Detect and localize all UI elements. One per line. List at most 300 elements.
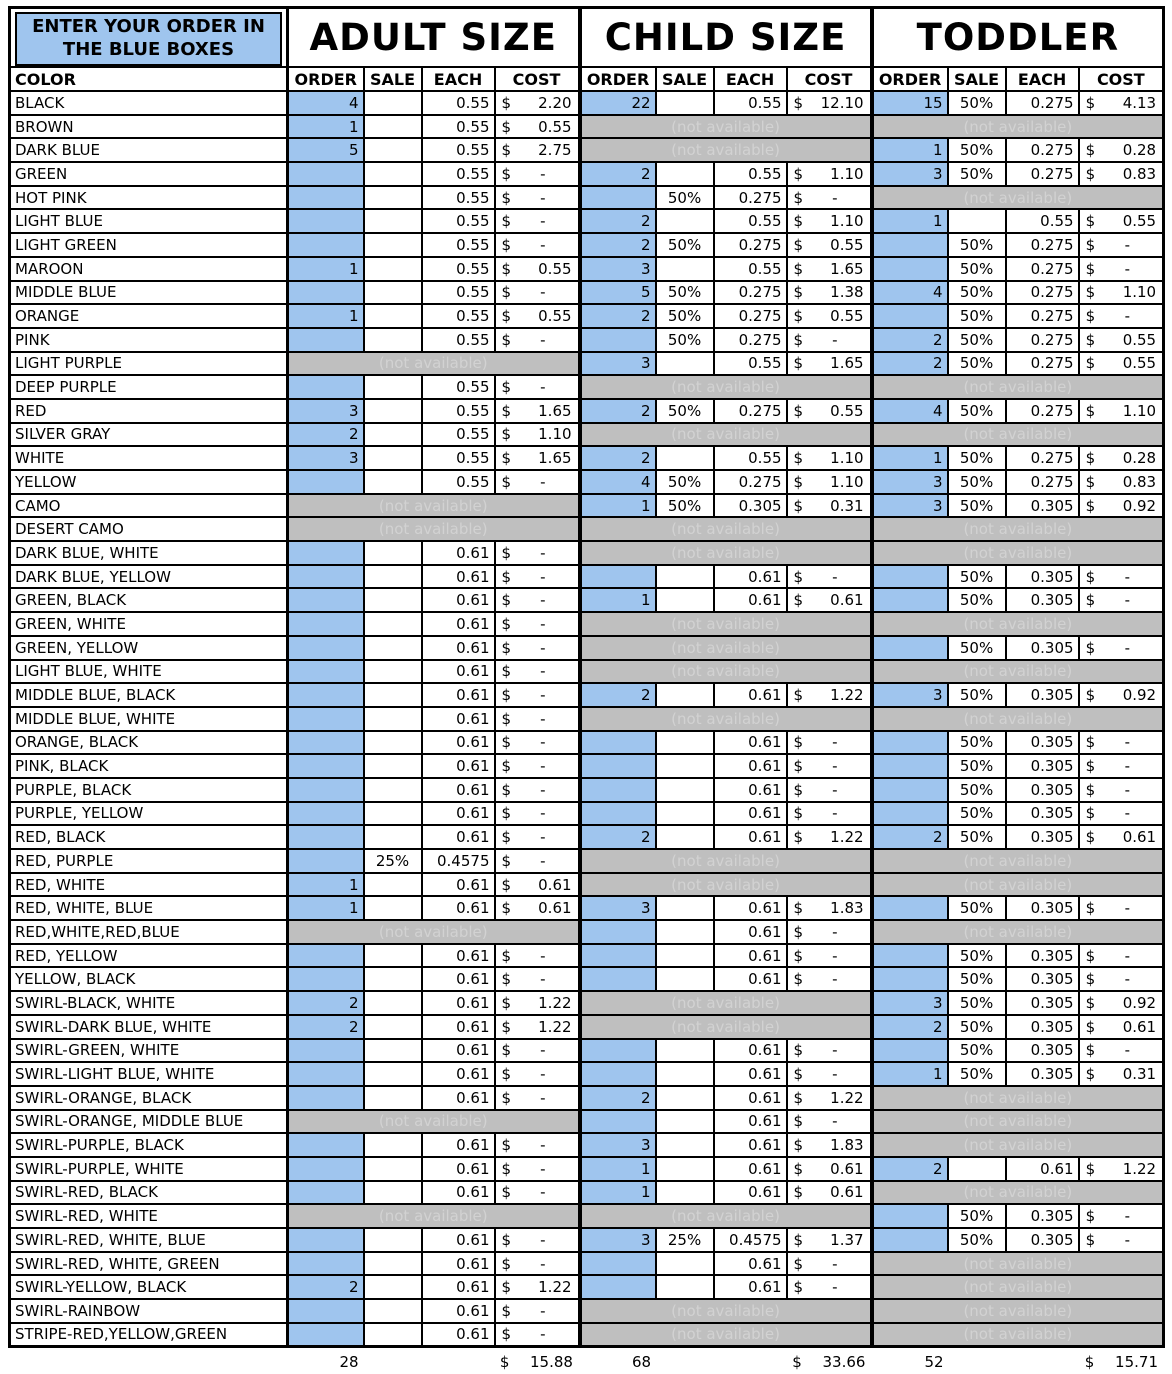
cost-amount: - xyxy=(540,283,546,302)
order-input-toddler[interactable]: 2 xyxy=(872,825,948,849)
table-row xyxy=(10,1181,1164,1205)
not-available-cell-toddler: (not available) xyxy=(872,541,1164,565)
table-row xyxy=(10,1015,1164,1039)
cost-amount: 0.55 xyxy=(538,259,572,278)
order-input-adult[interactable]: 3 xyxy=(288,399,364,423)
sale-value-child: 50% xyxy=(656,494,714,518)
dollar-sign: $ xyxy=(1085,946,1096,965)
cost-value-child xyxy=(787,802,872,826)
order-input-toddler[interactable] xyxy=(872,1204,948,1228)
order-input-toddler[interactable]: 1 xyxy=(872,446,948,470)
color-label: BLACK xyxy=(10,91,288,115)
order-input-adult[interactable]: 1 xyxy=(288,896,364,920)
order-input-adult[interactable]: 2 xyxy=(288,1015,364,1039)
order-input-adult[interactable] xyxy=(288,967,364,991)
order-input-child[interactable] xyxy=(580,944,656,968)
order-input-adult[interactable] xyxy=(288,1228,364,1252)
each-price-child: 0.275 xyxy=(714,233,787,257)
order-input-adult[interactable] xyxy=(288,778,364,802)
dollar-sign: $ xyxy=(501,330,512,349)
each-price-child: 0.61 xyxy=(714,1062,787,1086)
order-input-toddler[interactable] xyxy=(872,588,948,612)
cost-amount: - xyxy=(540,757,546,776)
order-input-child[interactable]: 1 xyxy=(580,588,656,612)
cost-amount: - xyxy=(1124,757,1131,776)
order-input-child[interactable] xyxy=(580,1252,656,1276)
cost-value-child xyxy=(787,588,872,612)
each-price-toddler: 0.305 xyxy=(1006,754,1079,778)
order-input-toddler[interactable]: 2 xyxy=(872,328,948,352)
dollar-sign: $ xyxy=(793,733,804,752)
color-label: RED, WHITE xyxy=(10,873,288,897)
each-price-toddler: 0.305 xyxy=(1006,636,1079,660)
table-row xyxy=(10,1039,1164,1063)
dollar-sign: $ xyxy=(501,543,512,562)
order-input-child[interactable]: 3 xyxy=(580,1228,656,1252)
order-input-child[interactable]: 2 xyxy=(580,683,656,707)
color-label: SWIRL-RED, WHITE, GREEN xyxy=(10,1252,288,1276)
table-row xyxy=(10,1086,1164,1110)
sale-value-adult xyxy=(364,660,422,684)
cost-amount: 0.31 xyxy=(1122,1065,1157,1084)
cost-value-child xyxy=(787,352,872,376)
color-label: SWIRL-PURPLE, BLACK xyxy=(10,1133,288,1157)
order-input-adult[interactable] xyxy=(288,683,364,707)
sale-value-adult xyxy=(364,1252,422,1276)
each-price-child: 0.61 xyxy=(714,565,787,589)
dollar-sign: $ xyxy=(1085,638,1096,657)
order-input-adult[interactable] xyxy=(288,1252,364,1276)
order-input-child[interactable]: 2 xyxy=(580,1086,656,1110)
cost-amount: - xyxy=(832,1065,838,1084)
cost-amount: - xyxy=(540,378,546,397)
order-input-toddler[interactable]: 3 xyxy=(872,683,948,707)
cost-value-adult xyxy=(495,541,580,565)
cost-value-toddler xyxy=(1079,328,1164,352)
dollar-sign: $ xyxy=(501,851,512,870)
column-header-cost-child: COST xyxy=(787,67,872,91)
cost-value-adult xyxy=(495,1015,580,1039)
cost-amount: - xyxy=(540,567,546,586)
each-price-toddler: 0.305 xyxy=(1006,802,1079,826)
order-input-adult[interactable] xyxy=(288,612,364,636)
dollar-sign: $ xyxy=(1085,1230,1096,1249)
each-price-toddler: 0.275 xyxy=(1006,162,1079,186)
order-input-adult[interactable] xyxy=(288,541,364,565)
order-input-adult[interactable] xyxy=(288,281,364,305)
cost-amount: 0.55 xyxy=(830,401,864,420)
dollar-sign: $ xyxy=(793,307,804,326)
order-input-child[interactable] xyxy=(580,754,656,778)
order-input-child[interactable] xyxy=(580,1062,656,1086)
each-price-toddler: 0.275 xyxy=(1006,446,1079,470)
order-input-adult[interactable] xyxy=(288,1323,364,1347)
cost-value-toddler xyxy=(1079,494,1164,518)
cost-amount: 1.10 xyxy=(1122,283,1157,302)
order-input-adult[interactable] xyxy=(288,565,364,589)
cost-amount: 0.61 xyxy=(538,899,572,918)
cost-amount: 0.55 xyxy=(1122,212,1157,231)
dollar-sign: $ xyxy=(499,1352,510,1371)
table-row xyxy=(10,588,1164,612)
each-price-child: 0.55 xyxy=(714,209,787,233)
order-input-toddler[interactable] xyxy=(872,565,948,589)
sale-value-child xyxy=(656,209,714,233)
color-label: RED, YELLOW xyxy=(10,944,288,968)
table-row xyxy=(10,352,1164,376)
order-input-adult[interactable] xyxy=(288,1299,364,1323)
order-input-toddler[interactable] xyxy=(872,967,948,991)
order-input-adult[interactable] xyxy=(288,1157,364,1181)
dollar-sign: $ xyxy=(793,922,804,941)
cost-amount: 1.37 xyxy=(830,1230,864,1249)
order-input-adult[interactable] xyxy=(288,944,364,968)
cost-amount: - xyxy=(540,1254,546,1273)
order-input-adult[interactable] xyxy=(288,825,364,849)
order-input-adult[interactable] xyxy=(288,731,364,755)
order-input-toddler[interactable]: 2 xyxy=(872,352,948,376)
sale-value-adult xyxy=(364,186,422,210)
order-input-adult[interactable] xyxy=(288,1181,364,1205)
sale-value-adult xyxy=(364,565,422,589)
order-input-toddler[interactable] xyxy=(872,1039,948,1063)
order-input-adult[interactable] xyxy=(288,162,364,186)
each-price-adult: 0.55 xyxy=(422,281,495,305)
dollar-sign: $ xyxy=(501,283,512,302)
each-price-child: 0.61 xyxy=(714,588,787,612)
order-input-adult[interactable]: 1 xyxy=(288,115,364,139)
order-input-child[interactable]: 2 xyxy=(580,446,656,470)
sale-value-toddler: 50% xyxy=(948,352,1006,376)
cost-amount: - xyxy=(1124,591,1131,610)
dollar-sign: $ xyxy=(501,1017,512,1036)
order-input-child[interactable]: 2 xyxy=(580,399,656,423)
color-label: LIGHT GREEN xyxy=(10,233,288,257)
order-input-child[interactable] xyxy=(580,565,656,589)
order-input-adult[interactable] xyxy=(288,636,364,660)
sale-value-adult xyxy=(364,1062,422,1086)
order-input-toddler[interactable]: 1 xyxy=(872,1062,948,1086)
table-row xyxy=(10,233,1164,257)
dollar-sign: $ xyxy=(501,472,512,491)
dollar-sign: $ xyxy=(793,449,804,468)
order-input-toddler[interactable]: 3 xyxy=(872,991,948,1015)
sale-value-child: 50% xyxy=(656,399,714,423)
order-input-adult[interactable] xyxy=(288,470,364,494)
order-input-child[interactable] xyxy=(580,1110,656,1134)
order-input-child[interactable]: 2 xyxy=(580,304,656,328)
order-input-adult[interactable]: 2 xyxy=(288,991,364,1015)
each-price-adult: 0.4575 xyxy=(422,849,495,873)
order-input-child[interactable]: 1 xyxy=(580,1181,656,1205)
cost-value-adult xyxy=(495,660,580,684)
sale-value-adult xyxy=(364,754,422,778)
color-label: LIGHT PURPLE xyxy=(10,352,288,376)
cost-value-adult xyxy=(495,588,580,612)
each-price-toddler: 0.275 xyxy=(1006,91,1079,115)
order-input-child[interactable] xyxy=(580,731,656,755)
each-price-toddler: 0.305 xyxy=(1006,778,1079,802)
dollar-sign: $ xyxy=(793,1230,804,1249)
sale-value-adult xyxy=(364,138,422,162)
each-price-child: 0.55 xyxy=(714,162,787,186)
dollar-sign: $ xyxy=(1085,733,1096,752)
cost-amount: - xyxy=(832,946,838,965)
sale-value-adult xyxy=(364,707,422,731)
order-input-child[interactable]: 3 xyxy=(580,1133,656,1157)
sale-value-adult xyxy=(364,896,422,920)
cost-amount: - xyxy=(540,804,546,823)
order-input-child[interactable]: 1 xyxy=(580,1157,656,1181)
sale-value-toddler: 50% xyxy=(948,1039,1006,1063)
sale-value-adult xyxy=(364,328,422,352)
cost-value-child xyxy=(787,731,872,755)
order-input-toddler[interactable]: 3 xyxy=(872,494,948,518)
dollar-sign: $ xyxy=(793,93,804,112)
color-label: YELLOW xyxy=(10,470,288,494)
section-title-toddler: TODDLER xyxy=(872,8,1164,68)
order-input-child[interactable] xyxy=(580,186,656,210)
order-input-adult[interactable]: 1 xyxy=(288,257,364,281)
order-input-toddler[interactable] xyxy=(872,778,948,802)
sale-value-toddler: 50% xyxy=(948,967,1006,991)
each-price-adult: 0.55 xyxy=(422,399,495,423)
dollar-sign: $ xyxy=(501,638,512,657)
sale-value-child xyxy=(656,731,714,755)
order-input-toddler[interactable]: 2 xyxy=(872,1015,948,1039)
order-input-adult[interactable] xyxy=(288,707,364,731)
order-input-child[interactable]: 22 xyxy=(580,91,656,115)
order-input-child[interactable]: 3 xyxy=(580,352,656,376)
dollar-sign: $ xyxy=(793,283,804,302)
order-input-adult[interactable] xyxy=(288,660,364,684)
order-input-toddler[interactable] xyxy=(872,731,948,755)
sale-value-adult xyxy=(364,257,422,281)
color-label: ORANGE xyxy=(10,304,288,328)
cost-amount: 0.28 xyxy=(1122,141,1157,160)
each-price-child: 0.61 xyxy=(714,896,787,920)
sale-value-child: 25% xyxy=(656,1228,714,1252)
not-available-cell-child: (not available) xyxy=(580,541,872,565)
order-input-adult[interactable]: 2 xyxy=(288,1275,364,1299)
each-price-toddler: 0.305 xyxy=(1006,588,1079,612)
each-price-adult: 0.61 xyxy=(422,612,495,636)
cost-value-toddler xyxy=(1079,1228,1164,1252)
order-input-adult[interactable] xyxy=(288,849,364,873)
cost-amount: 0.92 xyxy=(1122,993,1157,1012)
cost-value-adult xyxy=(495,802,580,826)
order-input-toddler[interactable] xyxy=(872,944,948,968)
each-price-adult: 0.55 xyxy=(422,446,495,470)
sale-value-toddler: 50% xyxy=(948,991,1006,1015)
cost-value-child xyxy=(787,1039,872,1063)
order-input-adult[interactable] xyxy=(288,375,364,399)
cost-value-adult xyxy=(495,162,580,186)
each-price-adult: 0.55 xyxy=(422,375,495,399)
each-price-toddler: 0.61 xyxy=(1006,1157,1079,1181)
each-price-adult: 0.55 xyxy=(422,423,495,447)
order-input-toddler[interactable]: 1 xyxy=(872,209,948,233)
cost-value-toddler xyxy=(1079,446,1164,470)
cost-value-adult xyxy=(495,731,580,755)
each-price-adult: 0.61 xyxy=(422,731,495,755)
order-input-toddler[interactable] xyxy=(872,896,948,920)
sale-value-adult: 25% xyxy=(364,849,422,873)
order-input-child[interactable] xyxy=(580,802,656,826)
order-input-child[interactable]: 4 xyxy=(580,470,656,494)
order-input-adult[interactable] xyxy=(288,1133,364,1157)
order-input-toddler[interactable] xyxy=(872,257,948,281)
color-label: ORANGE, BLACK xyxy=(10,731,288,755)
order-input-child[interactable] xyxy=(580,328,656,352)
order-input-child[interactable] xyxy=(580,920,656,944)
not-available-cell-toddler: (not available) xyxy=(872,873,1164,897)
order-input-toddler[interactable]: 4 xyxy=(872,399,948,423)
order-input-child[interactable] xyxy=(580,778,656,802)
order-input-child[interactable]: 2 xyxy=(580,825,656,849)
order-input-child[interactable] xyxy=(580,1039,656,1063)
order-input-child[interactable]: 1 xyxy=(580,494,656,518)
table-row xyxy=(10,494,1164,518)
sale-value-toddler: 50% xyxy=(948,138,1006,162)
cost-value-adult xyxy=(495,1299,580,1323)
sale-value-toddler: 50% xyxy=(948,683,1006,707)
table-row xyxy=(10,873,1164,897)
each-price-child: 0.61 xyxy=(714,754,787,778)
each-price-child: 0.275 xyxy=(714,186,787,210)
order-input-child[interactable] xyxy=(580,967,656,991)
order-input-adult[interactable] xyxy=(288,328,364,352)
order-input-child[interactable]: 2 xyxy=(580,209,656,233)
cost-amount: 1.38 xyxy=(830,283,864,302)
order-input-adult[interactable] xyxy=(288,209,364,233)
cost-amount: 0.55 xyxy=(1122,354,1157,373)
order-input-toddler[interactable] xyxy=(872,754,948,778)
cost-value-child xyxy=(787,162,872,186)
cost-amount: - xyxy=(540,1041,546,1060)
color-label: CAMO xyxy=(10,494,288,518)
cost-amount: - xyxy=(832,757,838,776)
order-input-adult[interactable]: 4 xyxy=(288,91,364,115)
color-label: DEEP PURPLE xyxy=(10,375,288,399)
order-input-child[interactable]: 3 xyxy=(580,257,656,281)
sale-value-toddler: 50% xyxy=(948,588,1006,612)
order-input-toddler[interactable] xyxy=(872,304,948,328)
dollar-sign: $ xyxy=(501,567,512,586)
order-input-adult[interactable] xyxy=(288,1086,364,1110)
each-price-adult: 0.61 xyxy=(422,1062,495,1086)
order-input-toddler[interactable] xyxy=(872,636,948,660)
order-input-toddler[interactable]: 2 xyxy=(872,1157,948,1181)
order-input-toddler[interactable]: 3 xyxy=(872,162,948,186)
cost-amount: - xyxy=(832,804,838,823)
dollar-sign: $ xyxy=(793,1183,804,1202)
sale-value-toddler: 50% xyxy=(948,1204,1006,1228)
each-price-adult: 0.61 xyxy=(422,1252,495,1276)
order-input-adult[interactable]: 1 xyxy=(288,873,364,897)
cost-amount: 0.55 xyxy=(1122,330,1157,349)
order-input-toddler[interactable]: 15 xyxy=(872,91,948,115)
cost-amount: - xyxy=(540,709,546,728)
title-row xyxy=(10,8,1164,68)
order-input-toddler[interactable]: 3 xyxy=(872,470,948,494)
color-label: DARK BLUE xyxy=(10,138,288,162)
order-input-adult[interactable]: 5 xyxy=(288,138,364,162)
not-available-cell-toddler: (not available) xyxy=(872,186,1164,210)
order-input-child[interactable]: 3 xyxy=(580,896,656,920)
each-price-toddler: 0.305 xyxy=(1006,944,1079,968)
each-price-toddler: 0.275 xyxy=(1006,257,1079,281)
order-input-child[interactable] xyxy=(580,1275,656,1299)
not-available-cell-adult: (not available) xyxy=(288,1204,580,1228)
order-input-toddler[interactable] xyxy=(872,802,948,826)
dollar-sign: $ xyxy=(793,1112,804,1131)
order-input-adult[interactable] xyxy=(288,1062,364,1086)
cost-value-adult xyxy=(495,565,580,589)
order-input-toddler[interactable] xyxy=(872,233,948,257)
each-price-adult: 0.61 xyxy=(422,1275,495,1299)
sale-value-toddler: 50% xyxy=(948,233,1006,257)
order-input-toddler[interactable]: 4 xyxy=(872,281,948,305)
sale-value-adult xyxy=(364,1133,422,1157)
sale-value-child: 50% xyxy=(656,328,714,352)
table-row xyxy=(10,991,1164,1015)
cost-value-child xyxy=(787,328,872,352)
dollar-sign: $ xyxy=(1085,567,1096,586)
cost-amount: - xyxy=(540,780,546,799)
color-label: LIGHT BLUE xyxy=(10,209,288,233)
cost-value-toddler xyxy=(1079,304,1164,328)
not-available-cell-toddler: (not available) xyxy=(872,849,1164,873)
order-input-adult[interactable] xyxy=(288,802,364,826)
order-input-adult[interactable] xyxy=(288,186,364,210)
order-input-adult[interactable] xyxy=(288,233,364,257)
color-label: SWIRL-BLACK, WHITE xyxy=(10,991,288,1015)
color-label: RED,WHITE,RED,BLUE xyxy=(10,920,288,944)
order-input-adult[interactable] xyxy=(288,754,364,778)
order-input-adult[interactable] xyxy=(288,1039,364,1063)
dollar-sign: $ xyxy=(501,662,512,681)
each-price-adult: 0.61 xyxy=(422,1086,495,1110)
order-input-adult[interactable] xyxy=(288,588,364,612)
dollar-sign: $ xyxy=(501,141,512,160)
order-input-adult[interactable]: 3 xyxy=(288,446,364,470)
cost-amount: - xyxy=(832,970,838,989)
color-label: HOT PINK xyxy=(10,186,288,210)
order-input-adult[interactable]: 2 xyxy=(288,423,364,447)
sale-value-adult xyxy=(364,375,422,399)
sale-value-toddler: 50% xyxy=(948,802,1006,826)
not-available-cell-toddler: (not available) xyxy=(872,1110,1164,1134)
cost-amount: - xyxy=(540,188,546,207)
sale-value-child: 50% xyxy=(656,186,714,210)
total-amount: 33.66 xyxy=(822,1352,866,1371)
cost-amount: 1.65 xyxy=(538,449,572,468)
order-input-adult[interactable]: 1 xyxy=(288,304,364,328)
cost-value-adult xyxy=(495,1181,580,1205)
total-cost-adult xyxy=(494,1350,579,1374)
order-input-child[interactable]: 5 xyxy=(580,281,656,305)
cost-amount: 1.83 xyxy=(830,899,864,918)
cost-amount: 1.83 xyxy=(830,1136,864,1155)
cost-value-child xyxy=(787,281,872,305)
order-input-child[interactable]: 2 xyxy=(580,233,656,257)
each-price-child: 0.61 xyxy=(714,1110,787,1134)
dollar-sign: $ xyxy=(1085,1159,1096,1178)
order-input-child[interactable]: 2 xyxy=(580,162,656,186)
order-input-toddler[interactable] xyxy=(872,1228,948,1252)
order-input-toddler[interactable]: 1 xyxy=(872,138,948,162)
